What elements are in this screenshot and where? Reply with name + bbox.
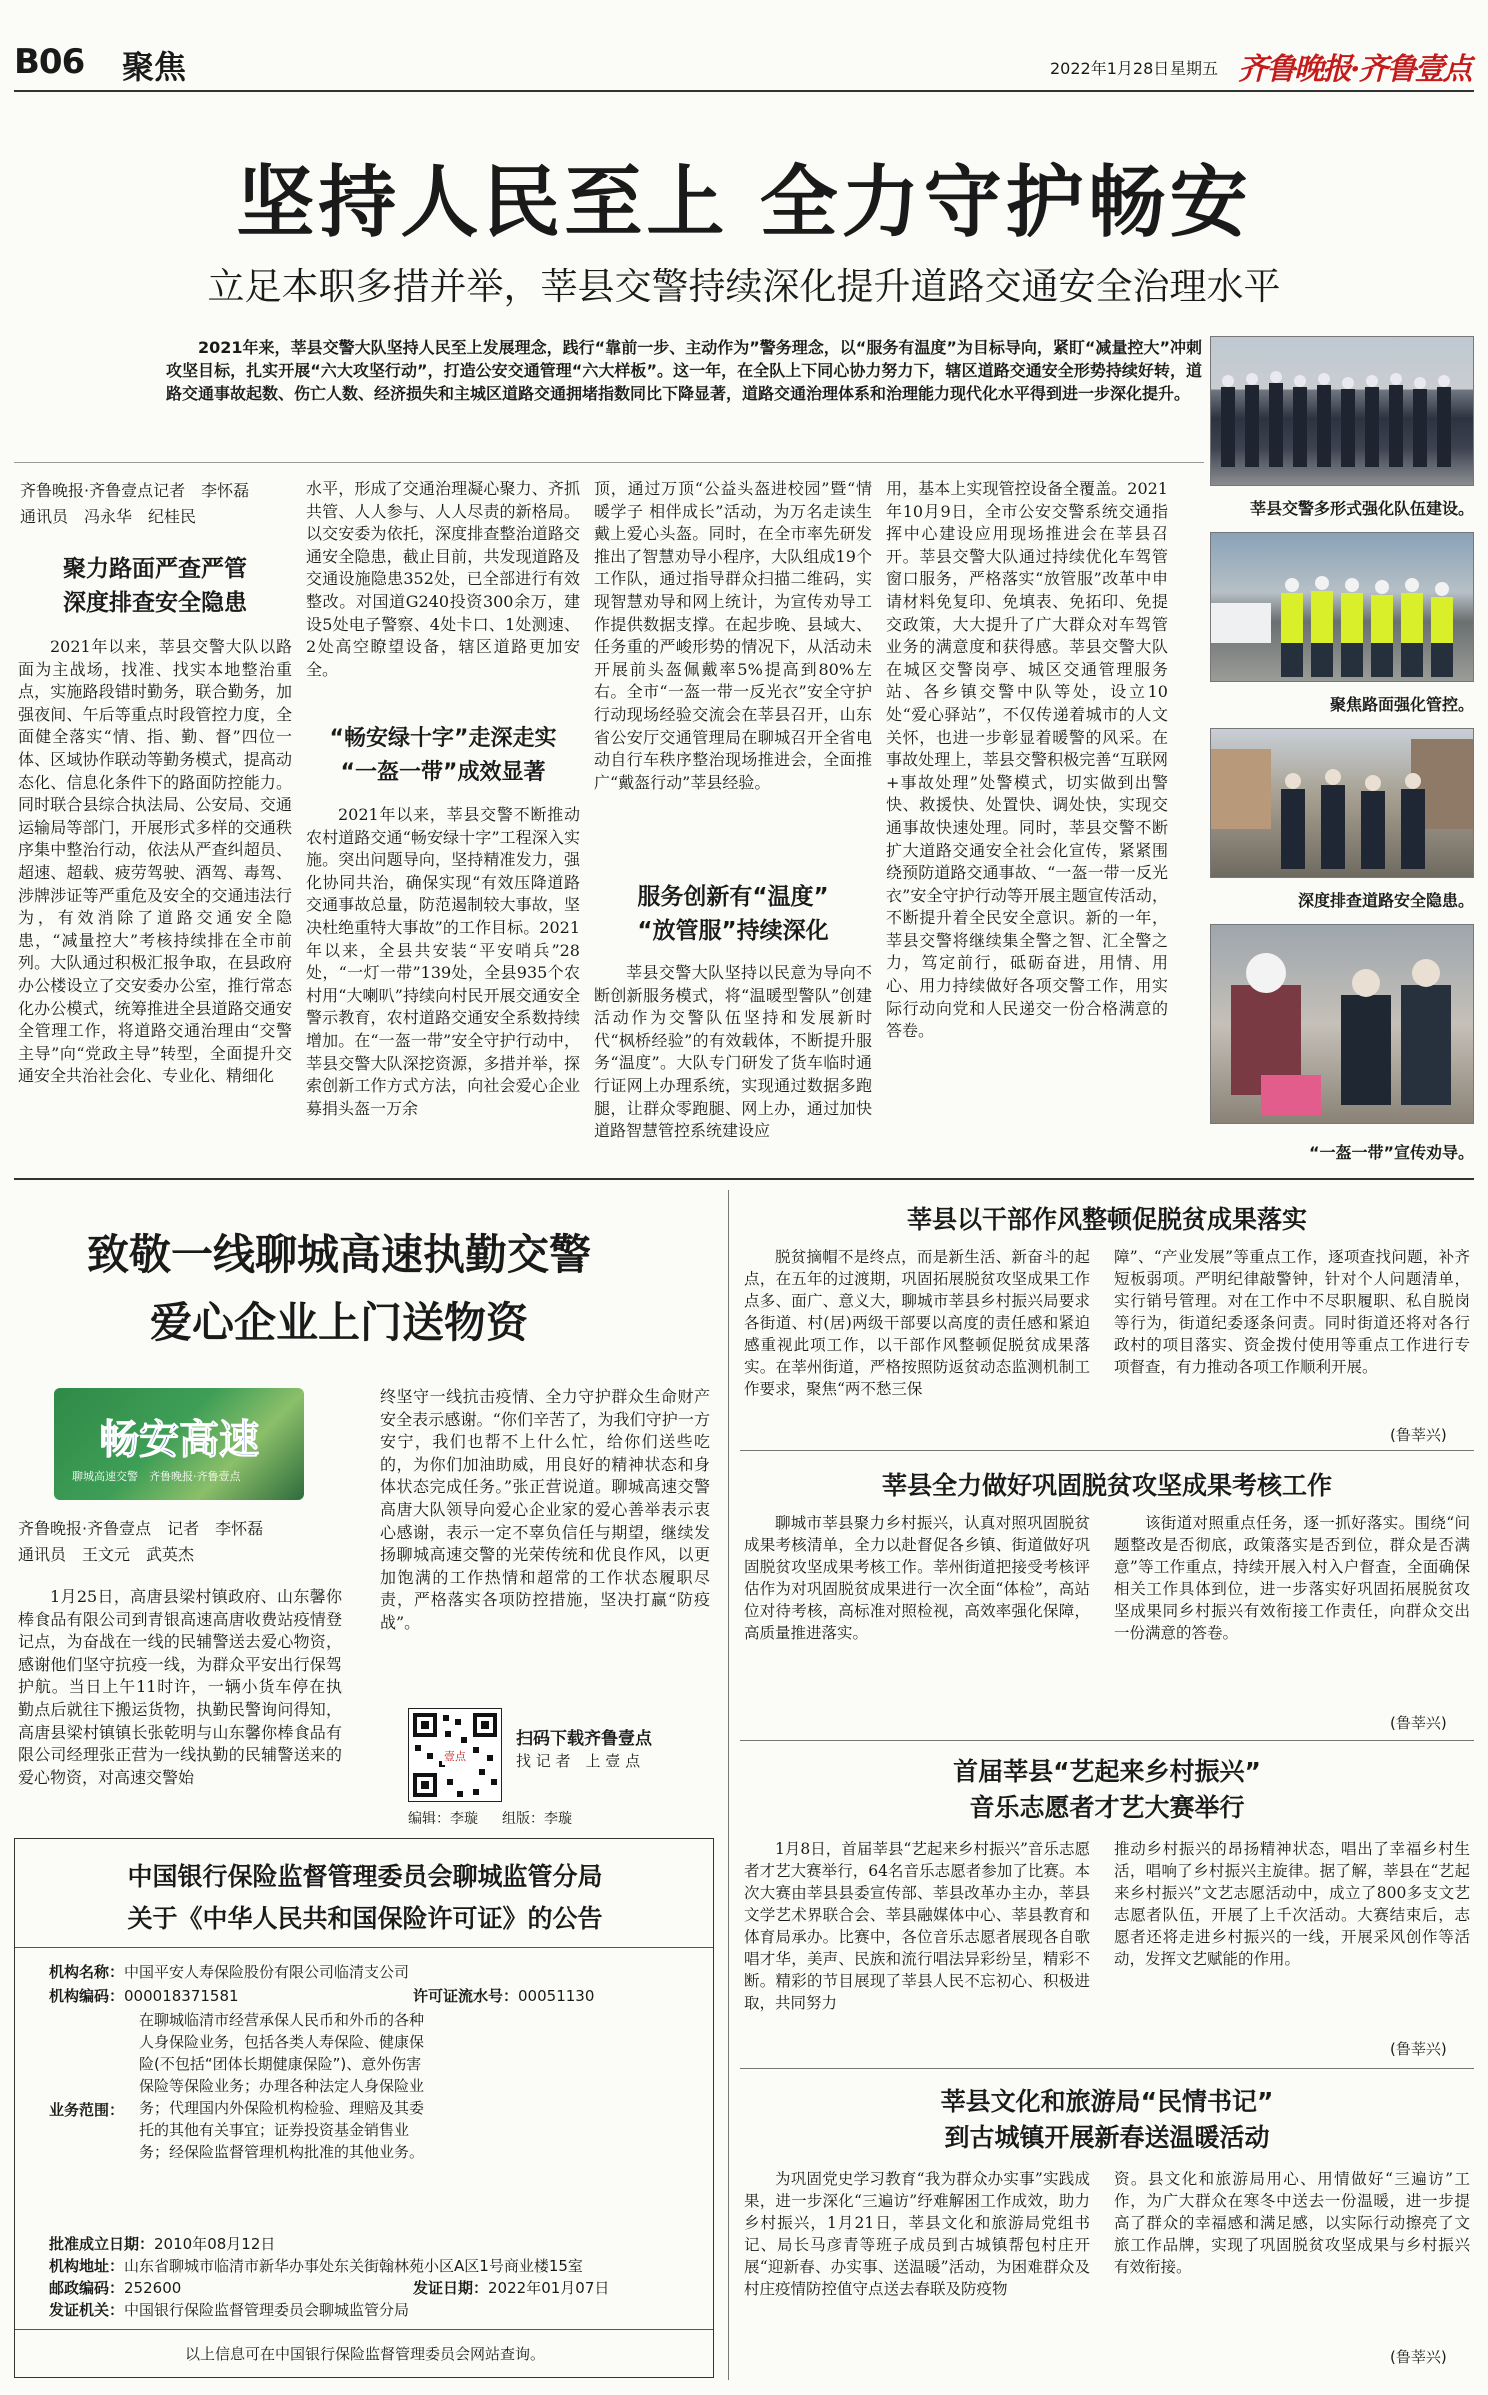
highway-title-2: 爱心企业上门送物资 — [149, 1298, 528, 1347]
article-1-right: 障”、“产业发展”等重点工作，逐项查找问题，补齐短板弱项。严明纪律敲警钟，针对个人问题清单，实行销号管理。对在工作中不尽职履职、私自脱岗等行为，街道纪委逐条问责。同时街道还将对各行政村的项目落实、资金拨付使用等重点工作进行专项督查，有力推动各项工作顺利开展。 — [1114, 1248, 1470, 1376]
notice-footer: 以上信息可在中国银行保险监督管理委员会网站查询。 — [184, 2345, 545, 2363]
qr-caption-2: 找 记 者 上 壹 点 — [516, 1752, 641, 1770]
lower-vertical-divider — [728, 1190, 729, 2380]
notice-row-license — [413, 1985, 713, 2007]
editor-credit: 编辑：李璇 — [408, 1811, 478, 1827]
notice-value-name: 中国平安人寿保险股份有限公司临清支公司 — [124, 1963, 410, 1981]
section-heading-3: 服务创新有“温度” — [637, 884, 829, 910]
photo-caption-4: “一盔一带”宣传劝导。 — [1308, 1143, 1474, 1162]
issue-weekday: 星期五 — [1170, 59, 1219, 78]
article-4-right: 资。县文化和旅游局用心、用情做好“三遍访”工作，为广大群众在寒冬中送去一份温暖，进一步提高了群众的幸福感和满足感，以实际行动擦亮了文旅工作品牌，实现了巩固脱贫攻坚成果与乡村振兴有效衔接。 — [1114, 2170, 1470, 2276]
photo-helmet-campaign — [1210, 924, 1474, 1124]
main-column-4: 用，基本上实现管控设备全覆盖。2021年10月9日，全市公安交警系统交通指挥中心建设应用现场推进会在莘县召开。莘县交警大队通过持续优化车驾管窗口服务，严格落实“放管服”改革中申请材料免复印、免填表、免拓印、免提交政策，大大提升了广大群众对车驾管业务的满意度和获得感。莘县交警大队在城区交警岗亭、城区交通管理服务站、各乡镇交警中队等处，设立10处“爱心驿站”，不仅传递着城市的人文关怀，也进一步彰显着暖警的风采。在事故处理上，莘县交警积极完善“互联网+事故处理”处警模式，切实做到出警快、救援快、处置快、调处快，实现交通事故快速处理。同时，莘县交警不断扩大道路交通安全社会化宣传，紧紧围绕预防道路交通事故、“一盔一带一反光衣”安全守护行动等开展主题宣传活动，不断提升着全民安全意识。新的一年，莘县交警将继续集全警之智、汇全警之力，笃定前行，砥砺奋进，用情、用心、用力持续做好各项交警工作，用实际行动向党和人民递交一份合格满意的答卷。 — [886, 479, 1168, 1041]
issue-date: 2022年1月28日 — [1050, 59, 1170, 78]
notice-row-postcode — [49, 2277, 349, 2299]
section-name: 聚焦 — [122, 48, 187, 86]
article-3-left: 1月8日，首届莘县“艺起来乡村振兴”音乐志愿者才艺大赛举行，64名音乐志愿者参加了比赛。本次大赛由莘县县委宣传部、莘县改革办主办，莘县文学艺术界联合会、莘县融媒体中心、莘县教育和体育局承办。比赛中，各位音乐志愿者展现各自歌唱才华，美声、民族和流行唱法异彩纷呈，精彩不断。精彩的节目展现了莘县人民不忘初心、积极进取，共同努力 — [744, 1840, 1090, 2012]
helmet-advice-figure — [1211, 925, 1474, 1124]
section-heading-2b: “一盔一带”成效显著 — [340, 760, 546, 785]
notice-label-scope: 业务范围： — [49, 2101, 125, 2119]
highway-column-2: 终坚守一线抗击疫情、全力守护群众生命财产安全表示感谢。“你们辛苦了，为我们守护一方安宁，我们也帮不上什么忙，给你们送些吃的，为你们加油助威，用良好的精神状态和身体状态完成任务。”张正营说道。聊城高速交警高唐大队领导向爱心企业家的爱心善举表示衷心感谢，表示一定不辜负信任与期望，继续发扬聊城高速交警的光荣传统和优良作风，以更加饱满的工作热情和超常的工作状态履职尽责，严格落实各项防控措施，坚决打赢“防疫战”。 — [380, 1387, 710, 1632]
notice-divider — [15, 1947, 713, 1948]
lead-paragraph: 2021年来，莘县交警大队坚持人民至上发展理念，践行“靠前一步、主动作为”警务理念，以“服务有温度”为目标导向，紧盯“减量控大”冲刺攻坚目标，扎实开展“六大攻坚行动”，打造公安交通管理“六大样板”。这一年，在全队上下同心协力努力下，辖区道路交通安全形势持续好转，道路交通事故起数、伤亡人数、经济损失和主城区道路交通拥堵指数同比下降显著，道路交通治理体系和治理能力现代化水平得到进一步深化提升。 — [166, 338, 1202, 403]
logo-tag-1: 聊城高速交警 — [72, 1470, 138, 1483]
main-column-1: 2021年以来，莘县交警大队以路面为主战场，找准、找实本地整治重点，实施路段错时勤务，联合勤务，加强夜间、午后等重点时段管控力度，全面健全落实“情、指、勤、督”四位一体、区域协作联动等勤务模式，提高动态化、信息化条件下的路面防控能力。同时联合县综合执法局、公安局、交通运输局等部门，开展形式多样的交通秩序集中整治行动，依法从严查纠超员、超速、超载、疲劳驾驶、酒驾、毒驾、涉牌涉证等严重危及安全的交通违法行为，有效消除了道路交通安全隐患，“减量控大”考核持续排在全市前列。大队通过积极汇报争取，在县政府办公楼设立了交安委办公室，推行常态化办公模式，统筹推进全县道路交通安全管理工作，将道路交通治理由“交警主导”向“党政主导”转型，全面提升交通安全共治社会化、专业化、精细化 — [18, 637, 292, 1086]
photo-road-hazard — [1210, 728, 1474, 878]
article-3-source: (鲁莘兴) — [1390, 2040, 1447, 2058]
notice-value-license: 00051130 — [518, 1987, 595, 2005]
article-2-rule — [740, 1740, 1474, 1741]
notice-value-postcode: 252600 — [124, 2279, 182, 2297]
article-4-source: (鲁莘兴) — [1390, 2348, 1447, 2366]
notice-value-date: 2010年08月12日 — [154, 2235, 276, 2253]
notice-label-issue: 发证日期： — [413, 2279, 489, 2297]
main-column-2b: 2021年以来，莘县交警不断推动农村道路交通“畅安绿十字”工程深入实施。突出问题导向，坚持精准发力，强化协同共治，确保实现“有效压降道路交通事故总量，防范遏制较大事故，坚决杜绝重特大事故”的工作目标。2021年以来，全县共安装“平安哨兵”28处，“一灯一带”139处，全县935个农村用“大喇叭”持续向村民开展交通安全警示教育，农村道路交通安全系数持续增加。在“一盔一带”安全守护行动中，莘县交警大队深挖资源，多措并举，探索创新工作方式方法，向社会爱心企业募捐头盔一万余 — [306, 805, 580, 1118]
notice-footer-divider — [15, 2329, 713, 2330]
main-subtitle: 立足本职多措并举，莘县交警持续深化提升道路交通安全治理水平 — [207, 265, 1281, 308]
photo-police-team — [1210, 336, 1474, 486]
main-column-2a: 水平，形成了交通治理凝心聚力、齐抓共管、人人参与、人人尽责的新格局。以交安委为依托，深度排查整治道路交通安全隐患，截止目前，共发现道路及交通设施隐患352处，已全部进行有效整改。对国道G240投资300余万，建设5处电子警察、4处卡口、1处测速、2处高空瞭望设备，辖区道路更加安全。 — [306, 479, 580, 679]
notice-value-code: 000018371581 — [124, 1987, 239, 2005]
officers-vests-figure — [1211, 533, 1474, 682]
article-2-left: 聊城市莘县聚力乡村振兴，认真对照巩固脱贫成果考核清单，全力以赴督促各乡镇、街道做好巩固脱贫攻坚成果考核工作。莘州街道把接受考核评估作为对巩固脱贫成果进行一次全面“体检”，高站位对待考核，高标准对照检视，高效率强化保障，高质量推进落实。 — [744, 1514, 1090, 1642]
article-1-left: 脱贫摘帽不是终点，而是新生活、新奋斗的起点，在五年的过渡期，巩固拓展脱贫攻坚成果工作点多、面广、意义大，聊城市莘县乡村振兴局要求各街道、村(居)两级干部要以高度的责任感和紧迫感重视此项工作，以干部作风整顿促脱贫成果落实。在莘州街道，严格按照防返贫动态监测机制工作要求，聚焦“两不愁三保 — [744, 1248, 1090, 1398]
article-2-source: (鲁莘兴) — [1390, 1714, 1447, 1732]
page-number: B06 — [14, 42, 85, 82]
article-3-right: 推动乡村振兴的昂扬精神状态，唱出了幸福乡村生活，唱响了乡村振兴主旋律。据了解，莘县在“艺起来乡村振兴”文艺志愿活动中，成立了800多支文艺志愿者队伍，开展了上千次活动。大赛结束后，志愿者还将走进乡村振兴的一线，开展采风创作等活动，发挥文艺赋能的作用。 — [1114, 1840, 1470, 1968]
main-bottom-rule — [14, 1178, 1474, 1180]
article-1-title: 莘县以干部作风整顿促脱贫成果落实 — [906, 1205, 1307, 1234]
qr-center-text: 壹点 — [444, 1750, 466, 1763]
notice-label-postcode: 邮政编码： — [49, 2279, 125, 2297]
highway-title-1: 致敬一线聊城高速执勤交警 — [86, 1230, 591, 1279]
logo-tag-3: 齐鲁壹点 — [196, 1470, 241, 1483]
photo-caption-2: 聚焦路面强化管控。 — [1329, 695, 1474, 714]
photo-road-control — [1210, 532, 1474, 682]
notice-row-issue — [413, 2277, 713, 2299]
notice-title-1: 中国银行保险监督管理委员会聊城监管分局 — [127, 1862, 603, 1891]
qr-pattern-icon — [409, 1709, 501, 1801]
notice-label-issuer: 发证机关： — [49, 2301, 125, 2319]
lead-rule — [14, 462, 1204, 463]
logo-main-text: 畅安高速 — [99, 1417, 259, 1463]
article-3-rule — [740, 2068, 1474, 2069]
article-4-title-2: 到古城镇开展新春送温暖活动 — [944, 2123, 1270, 2152]
notice-row-code — [49, 1985, 349, 2007]
notice-row-address — [49, 2255, 709, 2277]
layout-credit: 组版：李璇 — [502, 1811, 572, 1827]
byline-correspondents: 通讯员 冯永华 纪桂民 — [20, 507, 197, 526]
highway-column-1: 1月25日，高唐县梁村镇政府、山东馨你棒食品有限公司到青银高速高唐收费站疫情登记点，为奋战在一线的民辅警送去爱心物资，感谢他们坚守抗疫一线，为群众平安出行保驾护航。当日上午11时许，一辆小货车停在执勤点后就往下搬运货物，执勤民警询问得知，高唐县梁村镇镇长张乾明与山东馨你棒食品有限公司经理张正营为一线执勤的民辅警送来的爱心物资，对高速交警始 — [18, 1587, 342, 1787]
police-row-figure — [1211, 337, 1474, 486]
insurance-notice — [14, 1838, 714, 2378]
qr-code[interactable] — [408, 1708, 502, 1802]
article-3-title: 首届莘县“艺起来乡村振兴” — [953, 1757, 1261, 1786]
article-2-title: 莘县全力做好巩固脱贫攻坚成果考核工作 — [881, 1471, 1332, 1500]
article-1-rule — [740, 1450, 1474, 1451]
highway-byline-2: 通讯员 王文元 武英杰 — [18, 1545, 195, 1564]
qr-caption-1: 扫码下载齐鲁壹点 — [516, 1729, 652, 1749]
logo-tags: 聊城高速交警 齐鲁晚报·齐鲁壹点 — [72, 1470, 241, 1483]
notice-label-address: 机构地址： — [49, 2257, 125, 2275]
notice-row-name — [49, 1961, 689, 1983]
notice-value-issue: 2022年01月07日 — [488, 2279, 610, 2297]
logo-tag-2: 齐鲁晚报 — [149, 1470, 193, 1483]
section-heading-1: 聚力路面严查严管 — [63, 556, 247, 582]
notice-label-code: 机构编码： — [49, 1987, 125, 2005]
notice-value-scope: 在聊城临清市经营承保人民币和外币的各种人身保险业务，包括各类人寿保险、健康保险(不包括“团体长期健康保险”)、意外伤害保险等保险业务；办理各种法定人身保险业务；代理国内外保险机构检验、理赔及其委托的其他有关事宜；证券投资基金销售业务；经保险监督管理机构批准的其他业务。 — [139, 2011, 425, 2161]
notice-label-name: 机构名称： — [49, 1963, 125, 1981]
section-heading-3b: “放管服”持续深化 — [637, 918, 829, 944]
article-4-title: 莘县文化和旅游局“民情书记” — [940, 2087, 1274, 2116]
main-column-3a: 顶，通过万顶“公益头盔进校园”暨“情暖学子 相伴成长”活动，为万名走读生戴上爱心头盔。同时，在全市率先研发推出了智慧劝导小程序，大队组成19个工作队，通过指导群众扫描二维码，实现智慧劝导和网上统计，为宣传劝导工作提供数据支撑。在起步晚、县域大、任务重的严峻形势的情况下，从活动未开展前头盔佩戴率5%提高到80%左右。全市“一盔一带一反光衣”安全守护行动现场经验交流会在莘县召开，山东省公安厅交通管理局在聊城召开全省电动自行车秩序整治现场推进会，全面推广“戴盔行动”莘县经验。 — [594, 479, 872, 792]
road-inspection-figure — [1211, 729, 1474, 878]
highway-byline-1: 齐鲁晚报·齐鲁壹点 记者 李怀磊 — [18, 1519, 264, 1538]
notice-row-issuer — [49, 2299, 689, 2321]
main-title: 坚持人民至上 全力守护畅安 — [236, 157, 1252, 248]
notice-row-date — [49, 2233, 689, 2255]
brand-logo: 齐鲁晚报·齐鲁壹点 — [1238, 52, 1471, 87]
section-heading-1b: 深度排查安全隐患 — [63, 590, 247, 616]
notice-label-date: 批准成立日期： — [49, 2235, 155, 2253]
article-1-source: (鲁莘兴) — [1390, 1426, 1447, 1444]
changan-highway-logo — [54, 1388, 304, 1500]
photo-caption-3: 深度排查道路安全隐患。 — [1297, 891, 1474, 910]
byline-reporter: 齐鲁晚报·齐鲁壹点记者 李怀磊 — [20, 481, 250, 500]
header-rule — [14, 90, 1474, 92]
section-heading-2: “畅安绿十字”走深走实 — [329, 726, 557, 751]
article-3-title-2: 音乐志愿者才艺大赛举行 — [969, 1793, 1245, 1822]
notice-value-issuer: 中国银行保险监督管理委员会聊城监管分局 — [124, 2301, 410, 2319]
notice-value-address: 山东省聊城市临清市新华办事处东关街翰林苑小区A区1号商业楼15室 — [124, 2257, 583, 2275]
photo-caption-1: 莘县交警多形式强化队伍建设。 — [1249, 499, 1474, 518]
main-column-3b: 莘县交警大队坚持以民意为导向不断创新服务模式，将“温暖型警队”创建活动作为交警队伍坚持和发展新时代“枫桥经验”的有效载体，不断提升服务“温度”。大队专门研发了货车临时通行证网上办理系统，实现通过数据多跑腿，让群众零跑腿、网上办，通过加快道路智慧管控系统建设应 — [594, 963, 872, 1141]
notice-title-2: 关于《中华人民共和国保险许可证》的公告 — [127, 1904, 603, 1933]
article-2-right: 该街道对照重点任务，逐一抓好落实。围绕“问题整改是否彻底，政策落实是否到位，群众是否满意”等工作重点，持续开展入村入户督查，全面确保相关工作具体到位，进一步落实好巩固拓展脱贫攻坚成果同乡村振兴有效衔接工作责任，向群众交出一份满意的答卷。 — [1114, 1514, 1470, 1642]
article-4-left: 为巩固党史学习教育“我为群众办实事”实践成果，进一步深化“三遍访”纾难解困工作成效，助力乡村振兴，1月21日，莘县文化和旅游局党组书记、局长马彦青等班子成员到古城镇帮包村庄开展“迎新春、办实事、送温暖”活动，为困难群众及村庄疫情防控值守点送去春联及防疫物 — [744, 2170, 1090, 2298]
notice-label-license: 许可证流水号： — [413, 1987, 519, 2005]
